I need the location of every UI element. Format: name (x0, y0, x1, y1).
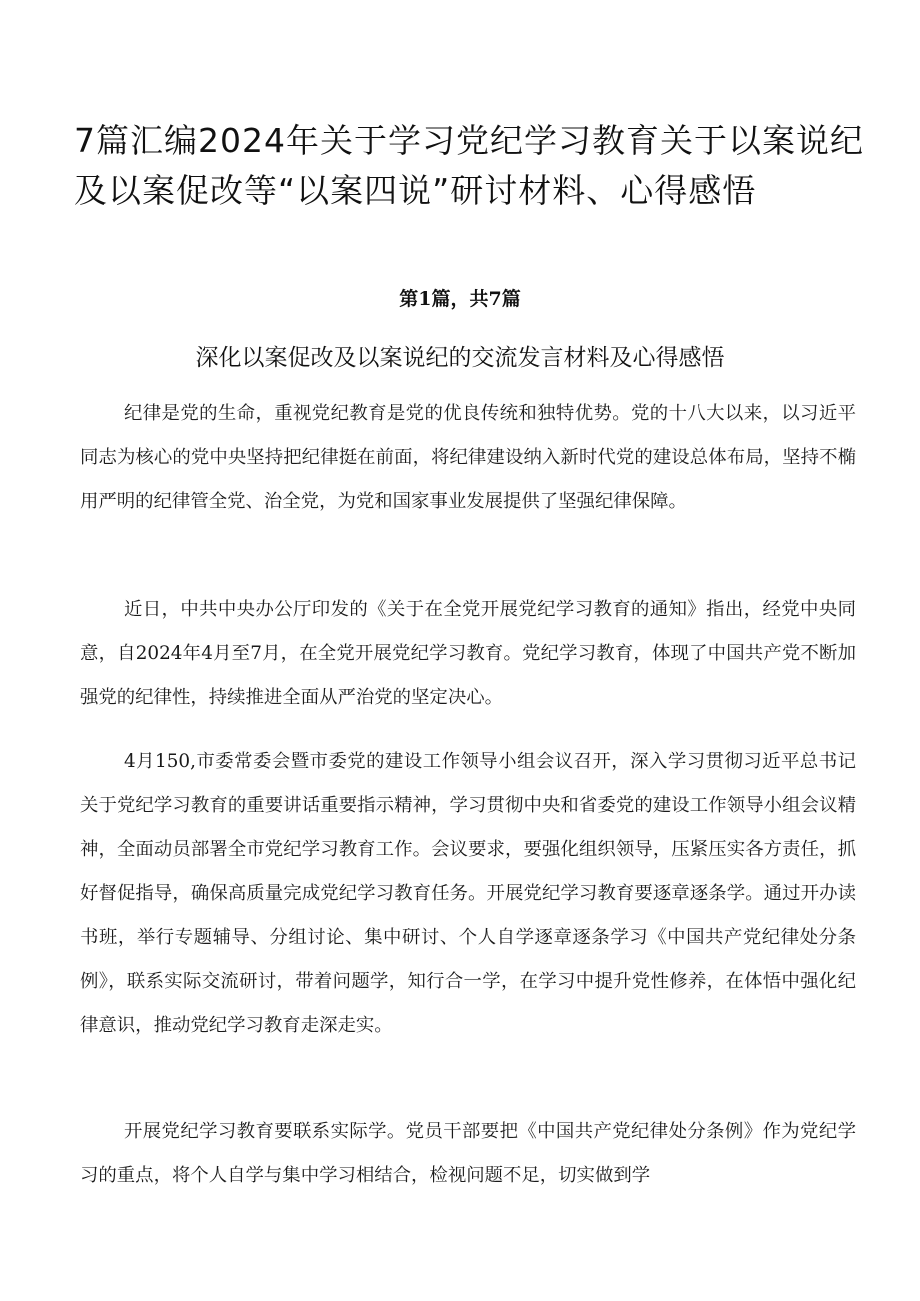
section-title: 深化以案促改及以案说纪的交流发言材料及心得感悟 (195, 345, 725, 371)
paragraph: 近日，中共中央办公厅印发的《关于在全党开展党纪学习教育的通知》指出，经党中央同意，自2024年4月至7月，在全党开展党纪学习教育。党纪学习教育，体现了中国共产党不断加强党的纪律性，持续推进全面从严治党的坚定决心。 (80, 599, 856, 708)
paragraph: 纪律是党的生命，重视党纪教育是党的优良传统和独特优势。党的十八大以来，以习近平同志为核心的党中央坚持把纪律挺在前面，将纪律建设纳入新时代党的建设总体布局，坚持不椭用严明的纪律管全党、治全党，为党和国家事业发展提供了坚强纪律保障。 (80, 403, 856, 512)
paragraph: 开展党纪学习教育要联系实际学。党员干部要把《中国共产党纪律处分条例》作为党纪学习的重点，将个人自学与集中学习相结合，检视问题不足，切实做到学 (80, 1121, 856, 1186)
part-label: 第1篇，共7篇 (399, 288, 521, 310)
paragraph: 4月150,市委常委会暨市委党的建设工作领导小组会议召开，深入学习贯彻习近平总书记关于党纪学习教育的重要讲话重要指示精神，学习贯彻中央和省委党的建设工作领导小组会议精神，全面动员部署全市党纪学习教育工作。会议要求，要强化组织领导，压紧压实各方责任，抓好督促指导，确保高质量完成党纪学习教育任务。开展党纪学习教育要逐章逐条学。通过开办读书班，举行专题辅导、分组讨论、集中研讨、个人自学逐章逐条学习《中国共产党纪律处分条例》，联系实际交流研讨，带着问题学，知行合一学，在学习中提升党性修养，在体悟中强化纪律意识，推动党纪学习教育走深走实。 (80, 751, 856, 1036)
document-title: 7篇汇编2024年关于学习党纪学习教育关于以案说纪及以案促改等“以案四说”研讨材料、心得感悟 (74, 121, 864, 210)
